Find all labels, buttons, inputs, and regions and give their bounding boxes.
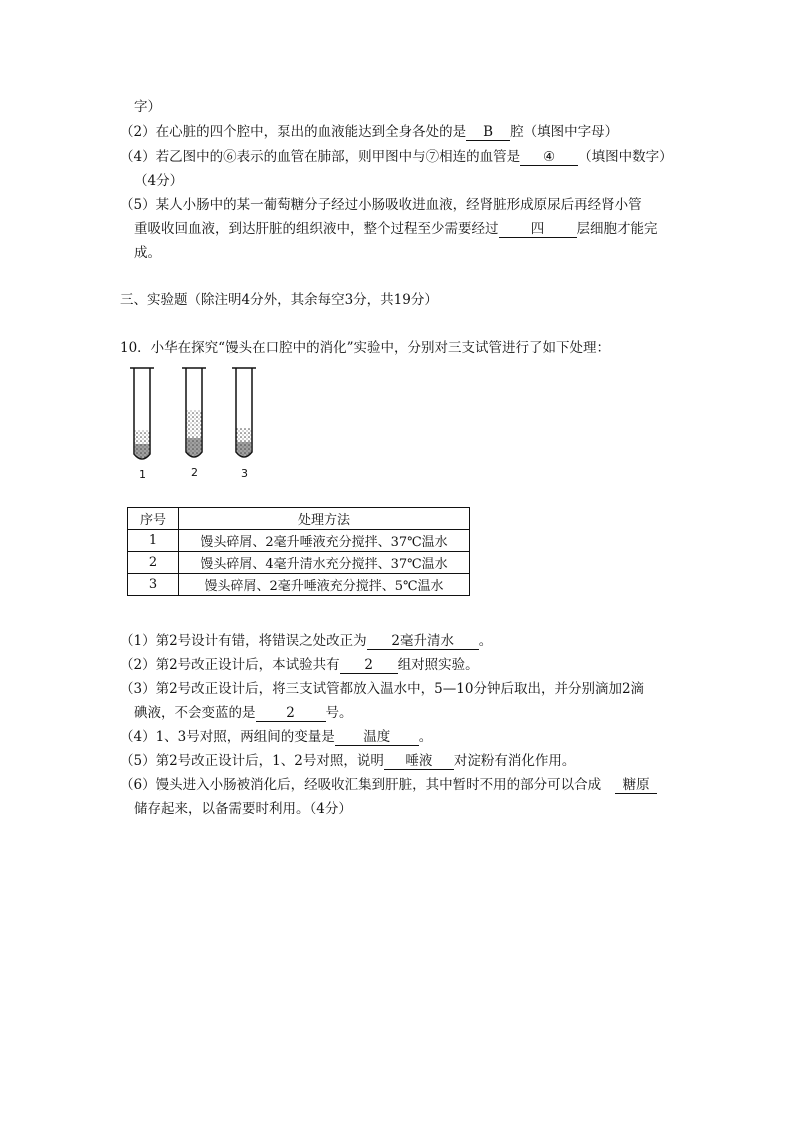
treatment-table <box>127 507 470 596</box>
question-text: （5）某人小肠中的某一葡萄糖分子经过小肠吸收进血液，经肾脏形成原尿后再经肾小管 <box>120 197 642 213</box>
answer-5-line <box>120 752 575 770</box>
answer-3-line-2 <box>134 704 353 722</box>
table-cell-method: 馒头碎屑、2毫升唾液充分搅拌、37℃温水 <box>179 530 470 552</box>
table-cell-method: 馒头碎屑、4毫升清水充分搅拌、37℃温水 <box>179 552 470 574</box>
table-row <box>128 552 470 574</box>
question-text: （4分） <box>134 173 184 189</box>
answer-blank: 温度 <box>335 729 419 746</box>
question-text: 重吸收回血液，到达肝脏的组织液中，整个过程至少需要经过 <box>134 221 499 237</box>
question-text: 组对照实验。 <box>397 657 479 673</box>
answer-blank: 2毫升清水 <box>367 633 479 650</box>
answer-blank: 唾液 <box>384 753 454 770</box>
question-10-intro: 10．小华在探究“馒头在口腔中的消化”实验中，分别对三支试管进行了如下处理： <box>120 340 610 356</box>
question-text: （填图中数字） <box>578 149 673 165</box>
answer-blank: 2 <box>256 705 326 722</box>
table-header-number: 序号 <box>128 508 179 530</box>
tube-label-3: 3 <box>241 467 248 480</box>
answer-blank: ④ <box>520 149 578 166</box>
section-title: 三、实验题（除注明4分外，其余每空3分，共19分） <box>120 292 438 308</box>
question-text: （2）第2号改正设计后，本试验共有 <box>120 657 340 673</box>
text-fragment: 字） <box>134 99 161 115</box>
answer-blank: 糖原 <box>615 777 657 794</box>
question-text: 腔（填图中字母） <box>510 124 619 140</box>
question-text: （3）第2号改正设计后，将三支试管都放入温水中，5—10分钟后取出，并分别滴加2滴 <box>120 681 645 697</box>
tube-1 <box>130 368 154 459</box>
answer-3-line-1 <box>120 680 644 698</box>
question-text: （1）第2号设计有错，将错误之处改正为 <box>120 633 367 649</box>
question-4-line <box>120 148 673 166</box>
question-text: 。 <box>418 729 433 745</box>
question-text: 碘液，不会变蓝的是 <box>134 705 256 721</box>
tube-label-1: 1 <box>139 468 146 481</box>
question-text: 号。 <box>325 705 353 721</box>
answer-6-line-2 <box>134 800 352 818</box>
question-text: 层细胞才能完 <box>576 221 658 237</box>
text-line-1 <box>134 98 161 116</box>
question-text: （5）第2号改正设计后，1、2号对照，说明 <box>120 753 384 769</box>
question-5-line-3 <box>134 244 161 262</box>
tube-3 <box>232 368 256 457</box>
table-cell-method: 馒头碎屑、2毫升唾液充分搅拌、5℃温水 <box>179 574 470 596</box>
question-2-line <box>120 123 618 141</box>
answer-blank: 2 <box>340 657 398 674</box>
question-text: 储存起来，以备需要时利用。（4分） <box>134 801 352 817</box>
tube-2 <box>182 368 206 457</box>
answer-blank: B <box>466 124 510 141</box>
question-5-line-2 <box>134 220 658 238</box>
table-cell-number: 3 <box>128 574 179 596</box>
answer-blank: 四 <box>499 221 577 238</box>
answer-1-line <box>120 632 492 650</box>
question-text: 对淀粉有消化作用。 <box>453 753 576 769</box>
table-cell-number: 2 <box>128 552 179 574</box>
question-text: （6）馒头进入小肠被消化后，经吸收汇集到肝脏，其中暂时不用的部分可以合成 <box>120 777 602 793</box>
question-text: （4）1、3号对照，两组间的变量是 <box>120 729 335 745</box>
answer-2-line <box>120 656 479 674</box>
score-note <box>134 172 183 190</box>
answer-4-line <box>120 728 432 746</box>
question-text: 成。 <box>134 245 161 261</box>
table-header-row <box>128 508 470 530</box>
question-text: 。 <box>478 633 493 649</box>
table-header-method: 处理方法 <box>179 508 470 530</box>
test-tubes-figure <box>124 364 264 488</box>
table-row <box>128 530 470 552</box>
question-5-line-1 <box>120 196 642 214</box>
table-cell-number: 1 <box>128 530 179 552</box>
answer-6-line-1 <box>120 776 657 794</box>
question-text: （4）若乙图中的⑥表示的血管在肺部，则甲图中与⑦相连的血管是 <box>120 149 521 165</box>
tube-label-2: 2 <box>191 466 198 479</box>
table-row <box>128 574 470 596</box>
question-text: （2）在心脏的四个腔中，泵出的血液能达到全身各处的是 <box>120 124 467 140</box>
